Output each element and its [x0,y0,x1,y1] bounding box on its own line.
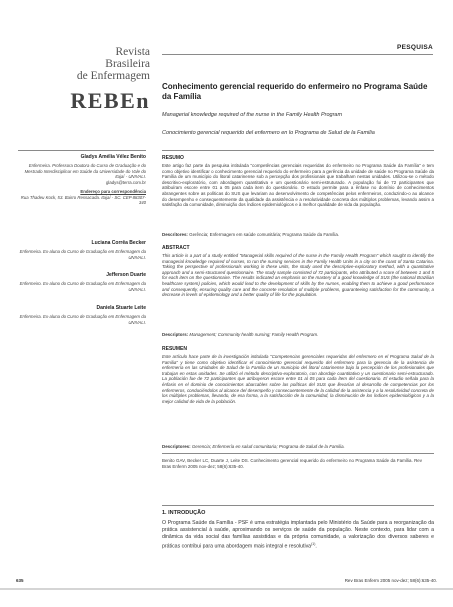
intro-rule [162,505,434,506]
journal-logo: REBEn [70,88,150,113]
journal-name-line-2: Brasileira [105,58,150,70]
intro-reference: (1) [311,542,316,546]
section-label: PESQUISA [397,44,433,51]
correspondence-label: Endereço para correspondência [80,189,146,195]
resumen-text: Este artículo hace parte de la investigación intitulada "Competencias gerenciales requeridas del enfermero en el Programa Salud de la Familia" y tiene como objetivo identificar el conocimiento gerencial requerido del enfermero para la gerencia de la asistencia de enfermería en las Unidades de Salud de la Familia de un municipio del litoral catarinense bajo la percepción de los profesionales que trabajan en estas unidades. Se utilizó el método descriptivo-exploratorio, con abordaje cuantitativo y un cuestionario semi-estructurado. La población fue de 72 participantes que atribuyeron escore entre 01 al 05 para cada ítem del cuestionario. El estudio señala para la énfasis en el dominio de conocimientos abarcables sobre las políticas del SUS que llevarían al desarrollo de competencias por los enfermeros, conduciéndolos al alcance del desempeño y consecuentemente de la calidad de la asistencia y a la resolutividad concreta de los múltiples problemas, llevando, de esa forma, a la satisfacción de la comunidad, la disminución de los índices epidemiológicos y a la mejor calidad de vida de la población. [162,354,434,404]
correspondence-address: Rua Thadeu Kock, 53. Bairro Ressacada. Itajaí - SC. CEP 88307-340 [20,194,146,206]
author-affiliation: Enfermeira. Professora Doutora do Curso de Graduação e do Mestrado Interdisciplinar em Saúde da Universidade do Vale do Itajaí - UNIVALI. [24,163,146,179]
author-block-1 [18,155,146,205]
descriptors-value: Gerência; Enfermagem em saúde comunitária; Programa Saúde da Família. [189,232,340,237]
sidebar-rule [18,150,146,151]
descriptors-label: Descriptors: [162,332,189,337]
intro-body: O Programa Saúde da Família - PSF é uma estratégia implantada pelo Ministério da Saúde para a reorganização da prática assistencial à saúde, aproximando os serviços de saúde da população. Neste contexto, para lidar com a dinâmica da vida social das famílias assistidas e da própria comunidade, a valorização dos diversos saberes e práticas contribui para uma abordagem mais integral e resolutiva [162,520,434,550]
author-name: Daniela Stuarte Leite [96,305,146,311]
header-rule [162,54,433,55]
resumen-heading: RESUMEN [162,346,188,352]
footer-bar [0,588,453,590]
author-name: Luciana Corrêa Becker [91,240,146,246]
author-affiliation: Enfermeiro. Ex-aluno do Curso de Graduação em Enfermagem da UNIVALI. [19,281,146,292]
citation-text: Benito GAV, Becker LC, Duarte J, Leite DS. Conhecimento gerencial requerido do enfermeiro no Programa Saúde da Família. Rev Bras Enferm 2005 nov-dez; 58(6):635-40. [162,458,422,469]
page-number: 635 [16,578,24,583]
abstract-heading: ABSTRACT [162,245,190,251]
article-title-en: Managerial knowledge required of the nurse in the Family Health Program [162,112,343,118]
citation-rule [162,453,434,454]
abstract-rule [162,150,434,151]
article-title-pt: Conhecimento gerencial requerido do enfermeiro no Programa Saúde da Família [162,82,428,101]
resumo-text: Este artigo faz parte da pesquisa intitulada "competências gerenciais requeridas do enfermeiro no Programa Saúde da Família" e tem como objetivo identificar o conhecimento gerencial requerido do enfermeiro para a gerência da unidade de saúde no Programa Saúde da Família de um município do litoral catarinense sob a percepção dos profissionais que trabalham nestas unidades. Utilizou-se o método descritivo-exploratório, com abordagem quantitativa e um questionário semi-estruturado. A população foi de 72 participantes que atribuíram escore entre 01 a 05 para cada item do questionário. O estudo permite para a ênfase no domínio de conhecimentos abrangentes sobre as políticas do SUS que levariam ao desenvolvimento de competências pelos enfermeiros, conduzindo-o ao alcance do desempenho e consequentemente da qualidade da assistência e a resolutividade concreta dos múltiplos problemas, levando assim a satisfação da comunidade, diminuição dos índices epidemiológicos e à melhor qualidade de vida da população. [162,163,434,208]
resumen-descriptors [162,444,434,450]
descriptors-label: Descriptores: [162,444,191,449]
article-title-es: Conocimiento gerencial requerido del enfermero en lo Programa de Salud de la Familia [162,130,375,136]
author-block-4 [18,306,146,325]
descriptors-value: Gerencia; Enfermería en salud comunitaria; Programa de Salud de la Familia. [191,444,345,449]
author-email[interactable]: gladys@terra.com.br [106,180,146,186]
abstract-descriptors [162,332,434,338]
journal-name-line-3: de Enfermagem [76,70,150,82]
author-name: Gladys Amélia Vélez Benito [80,154,146,160]
abstract-text: This article is a part of a study entitled "Managerial skills required of the nurse in the Family Health Program" which sought to identify the managerial knowledge required of nurses, to run the nursing services in the Family Health Units in a city on the coast of Santa Catarina. Taking the perspective of professionals working in these units, the study used the descriptive-exploratory method, with a quantitative approach and a semi-structured questionnaire. The study sample consisted of 72 participants, who attributed a score of between 1 and 5 for each item on the questionnaire. The results indicated an emphasis on the mastery of a good knowledge of SUS (the national Brazilian healthcare system) policies, which would lead to the development of skills by the nurses, enabling them to achieve a good performance and consequently, ensuring quality care and the concrete resolution of multiple problems, guaranteeing satisfaction for the community, a decrease in levels of epidemiology and a better quality of life for the population. [162,253,434,298]
journal-name-line-1: Revista [115,46,150,58]
footer-journal-ref: Rev Bras Enferm 2005 nov-dez; 58(6):635-40. [344,578,437,583]
resumo-descriptors [162,232,434,238]
intro-text: O Programa Saúde da Família - PSF é uma estratégia implantada pelo Ministério da Saúde para a reorganização da prática assistencial à saúde, aproximando os serviços de saúde da população. Neste contexto, para lidar com a dinâmica da vida social das famílias assistidas e da própria comunidade, a valorização dos diversos saberes e práticas contribui para uma abordagem mais integral e resolutiva$^{(1)}$. [162,520,434,550]
author-name: Jefferson Duarte [106,272,146,278]
intro-heading: 1. INTRODUÇÃO [162,510,206,516]
resumo-heading: RESUMO [162,155,184,161]
author-block-2 [18,241,146,260]
author-affiliation: Enfermeira. Ex-aluna do Curso de Graduação em Enfermagem da UNIVALI. [19,314,146,325]
descriptors-value: Management; Community health nursing; Family Health Program. [189,332,319,337]
descriptors-label: Descritores: [162,232,188,237]
author-block-3 [18,273,146,292]
author-affiliation: Enfermeira. Ex-aluna do Curso de Graduação em Enfermagem da UNIVALI. [19,249,146,260]
